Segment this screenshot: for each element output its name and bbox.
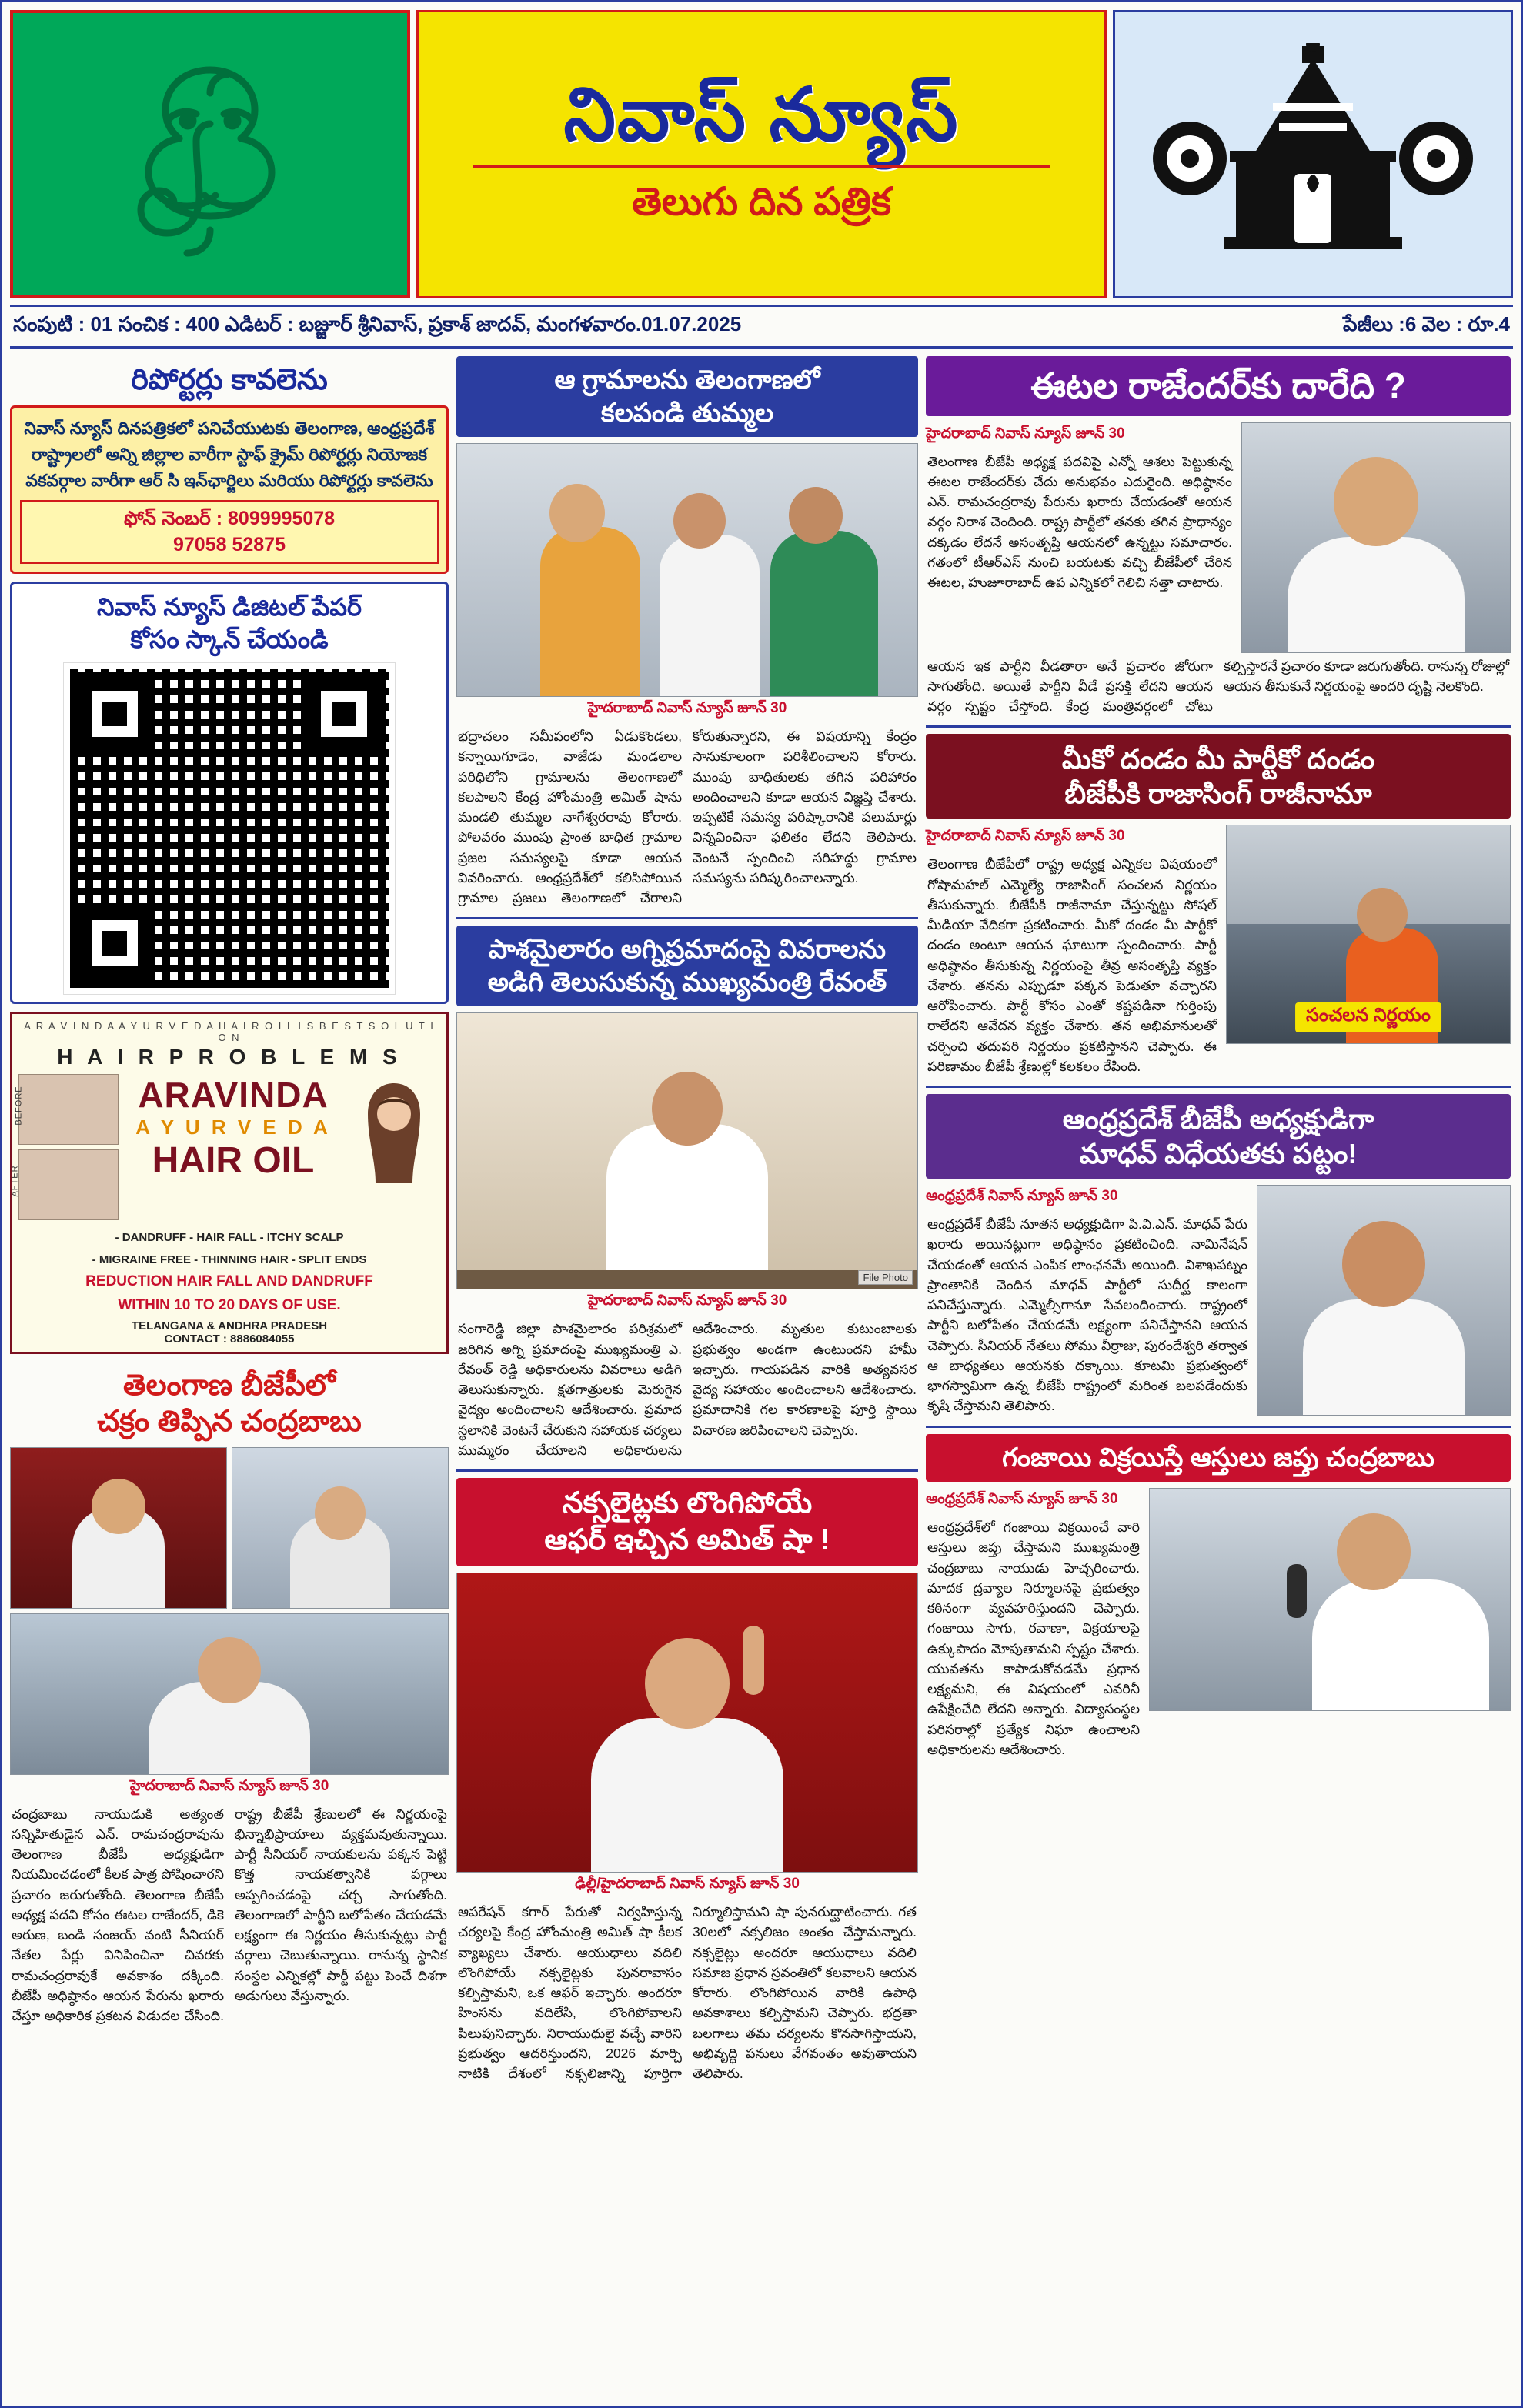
- recruit-ad-card: [10, 405, 449, 575]
- masthead-temple-panel: [1113, 10, 1513, 298]
- photo-chandrababu-speaking: [1149, 1488, 1511, 1711]
- photo-amit-shah-meeting: [456, 443, 918, 697]
- mid-divider-1: [456, 917, 918, 919]
- rajasingh-body: తెలంగాణ బీజేపీలో రాష్ట్ర అధ్యక్ష ఎన్నికల విషయంలో గోషామహల్ ఎమ్మెల్యే రాజాసింగ్ సంచలన నిర్ణయం తీసుకున్నారు. బీజేపీకి రాజీనామా చేస్తున్నట్టు సోషల్ మీడియా వేదికగా ప్రకటించారు. మీకో దండం మీ పార్టీకో దండం అంటూ ఆయన ఘాటుగా స్పందించారు. పార్టీ అధిష్ఠానం తీసుకున్న నిర్ణయంపై తీవ్ర అసంతృప్తి వ్యక్తం చేశారు. తనను ఎప్పుడూ పక్కన పెడుతూ వచ్చారని ఆరోపించారు. పార్టీ కోసం ఎంతో కష్టపడినా గుర్తింపు రాలేదని ఆవేదన వ్యక్తం చేశారు. తన అభిమానులతో చర్చించి తదుపరి నిర్ణయం ప్రకటిస్తానని చెప్పారు. ఈ పరిణామం బీజేపీ శ్రేణుల్లో కలకలం రేపింది.: [927, 856, 1217, 1074]
- photo-etela-rajender: [1241, 422, 1511, 653]
- madhav-headline: [926, 1094, 1511, 1179]
- ad-region: TELANGANA & ANDHRA PRADESH: [131, 1319, 328, 1332]
- photo-ramachandra-rao: [10, 1447, 227, 1609]
- digital-paper-qr-card: [10, 582, 449, 1004]
- issue-info-bar: [10, 305, 1513, 349]
- qr-card-title: [20, 592, 439, 655]
- photo-etela-rajender-left: [10, 1613, 449, 1775]
- ad-benefits-1: - DANDRUFF - HAIR FALL - ITCHY SCALP: [115, 1231, 344, 1245]
- madhav-headline-2: మాధవ్ విధేయతకు పట్టం!: [1079, 1138, 1358, 1169]
- ad-offer-2: WITHIN 10 TO 20 DAYS OF USE.: [118, 1297, 341, 1314]
- right-divider-3: [926, 1426, 1511, 1428]
- photo-amit-shah-speech: [456, 1573, 918, 1873]
- madhav-headline-1: ఆంధ్రప్రదేశ్ బీజేపీ అధ్యక్షుడిగా: [1062, 1103, 1374, 1135]
- issue-info-right: పేజీలు :6 వెల : రూ.4: [1343, 312, 1510, 335]
- ad-before-label: BEFORE: [14, 1086, 24, 1126]
- ganesha-icon: [95, 39, 326, 270]
- recruit-ad-body: నివాస్ న్యూస్ దినపత్రికలో పనిచేయుటకు తెలంగాణ, ఆంధ్రప్రదేశ్ రాష్ట్రాలలో అన్ని జిల్లాల వారీగా స్టాఫ్ క్రైమ్ రిపోర్టర్లు నియోజక వకవర్గాల వారీగా ఆర్ సి ఇన్‌ఛార్జిలు మరియు రిపోర్టర్లు కావలెను: [24, 418, 435, 490]
- qr-eye-top-right: [307, 677, 381, 751]
- ad-after-label: AFTER: [10, 1165, 20, 1197]
- rajasingh-byline: హైదరాబాద్ నివాస్ న్యూస్ జూన్ 30: [926, 828, 1125, 845]
- amitshah-body: ఆపరేషన్ కగార్ పేరుతో నిర్వహిస్తున్న చర్యలపై కేంద్ర హోంమంత్రి అమిత్ షా కీలక వ్యాఖ్యలు చేశారు. ఆయుధాలు వదిలి లొంగిపోయే నక్సలైట్లకు పునరావాసం కల్పిస్తామని, ఒక ఆఫర్ ఇచ్చారు. అందరూ హింసను వదిలేసి, లొంగిపోవాలని పిలుపునిచ్చారు. నిరాయుధులై వచ్చే వారిని ప్రభుత్వం ఆదరిస్తుందని, 2026 మార్చి నాటికి దేశంలో నక్సలిజాన్ని పూర్తిగా నిర్మూలిస్తామని షా పునరుద్ఘాటించారు. గత 30లలో నక్సలిజం అంతం చేస్తామన్నారు. నక్సలైట్లు అందరూ ఆయుధాలు వదిలి సమాజ ప్రధాన స్రవంతిలో కలవాలని ఆయన కోరారు. లొంగిపోయిన వారికి ఉపాధి అవకాశాలు కల్పిస్తామని చెప్పారు. భద్రతా బలగాలు తమ చర్యలను కొనసాగిస్తాయని, అభివృద్ధి పనులు వేగవంతం అవుతాయని తెలిపారు.: [458, 1904, 917, 2081]
- rajasingh-badge: సంచలన నిర్ణయం: [1295, 1002, 1441, 1032]
- page-columns: [10, 356, 1513, 2086]
- rajasingh-headline-1: మీకో దండం మీ పార్టీకో దండం: [1061, 743, 1375, 775]
- ad-after-photo: [10, 1149, 119, 1220]
- chandrababu-headline-2: చక్రం తిప్పిన చంద్రబాబు: [97, 1406, 362, 1439]
- fire-headline: [456, 926, 918, 1006]
- amitshah-headline-2: ఆఫర్ ఇచ్చిన అమిత్ షా !: [544, 1523, 830, 1556]
- photo-pvn-madhav: [1257, 1185, 1511, 1416]
- etela-byline: హైదరాబాద్ నివాస్ న్యూస్ జూన్ 30: [926, 425, 1125, 442]
- newspaper-subtitle: తెలుగు దిన పత్రిక: [631, 180, 892, 224]
- tirumala-temple-icon: [1144, 43, 1482, 266]
- ad-before-after: [10, 1074, 119, 1225]
- right-divider-1: [926, 725, 1511, 728]
- photo-file-label: File Photo: [858, 1270, 913, 1285]
- ad-tagline: A R A V I N D A A Y U R V E D A H A I R O I L I S B E S T S O L U T I O N: [24, 1020, 435, 1044]
- ad-headline: H A I R P R O B L E M S: [57, 1045, 402, 1069]
- chandrababu-byline: హైదరాబాద్ నివాస్ న్యూస్ జూన్ 30: [129, 1777, 329, 1794]
- villages-headline-2: కలపండి తుమ్మల: [600, 398, 774, 428]
- qr-eye-top-left: [78, 677, 152, 751]
- ad-brand-sub: A Y U R V E D A: [135, 1116, 331, 1139]
- hair-oil-advertisement: [10, 1012, 449, 1353]
- column-left: [10, 356, 449, 2029]
- masthead-divider: [473, 165, 1050, 168]
- madhav-body: ఆంధ్రప్రదేశ్ బీజేపీ నూతన అధ్యక్షుడిగా పి.వి.ఎన్. మాధవ్ పేరు ఖరారు అయినట్లుగా అధిష్ఠానం ప్రకటించింది. నామినేషన్ చేయడంతో ఆయన ఎంపిక లాంఛనమే అయింది. విశాఖపట్నం ప్రాంతానికి చెందిన మాధవ్ పార్టీలో సుదీర్ఘ కాలంగా పనిచేస్తున్నారు. ఎమ్మెల్సీగానూ సేవలందించారు. రాష్ట్రంలో పార్టీని బలోపేతం చేయడమే లక్ష్యంగా పనిచేస్తానని ఆయన చెప్పారు. సీనియర్ నేతలు సోము వీర్రాజు, పురందేశ్వరి తర్వాత ఆ బాధ్యతలు ఆయనకు దక్కాయి. కూటమి ప్రభుత్వంలో భాగస్వామిగా ఉన్న బీజేపీ రాష్ట్రంలో మరింత బలపడేందుకు కృషి చేస్తామని తెలిపారు.: [927, 1216, 1247, 1414]
- qr-eye-bottom-left: [78, 906, 152, 980]
- etela-body-2: ఆయన ఇక పార్టీని వీడతారా అనే ప్రచారం జోరుగా సాగుతోంది. అయితే పార్టీని వీడే ప్రసక్తి లేదని ఆయన వర్గం స్పష్టం చేస్తోంది. కేంద్ర మంత్రివర్గంలో చోటు కల్పిస్తారనే ప్రచారం కూడా జరుగుతోంది. రానున్న రోజుల్లో ఆయన తీసుకునే నిర్ణయంపై అందరి దృష్టి నెలకొంది.: [927, 658, 1509, 714]
- villages-byline: హైదరాబాద్ నివాస్ న్యూస్ జూన్ 30: [587, 700, 787, 716]
- photo-chandrababu-naidu: [232, 1447, 449, 1609]
- etela-headline: ఈటల రాజేందర్‌కు దారేది ?: [926, 356, 1511, 416]
- recruit-ad-phones: [20, 500, 439, 565]
- ganja-byline: ఆంధ్రప్రదేశ్ నివాస్ న్యూస్ జూన్ 30: [926, 1491, 1118, 1507]
- rajasingh-headline: [926, 734, 1511, 819]
- madhav-byline: ఆంధ్రప్రదేశ్ నివాస్ న్యూస్ జూన్ 30: [926, 1188, 1118, 1204]
- qr-code[interactable]: [64, 663, 395, 994]
- ganja-headline: గంజాయి విక్రయిస్తే ఆస్తులు జప్తు చంద్రబాబు: [926, 1434, 1511, 1482]
- ad-woman-illustration: [348, 1074, 440, 1193]
- photo-cm-revanth-reddy: [456, 1012, 918, 1289]
- masthead-logo-panel: [10, 10, 410, 298]
- phone-number-2[interactable]: 97058 52875: [173, 533, 286, 555]
- qr-title-line1: నివాస్ న్యూస్ డిజిటల్ పేపర్: [96, 593, 362, 622]
- chandrababu-body: చంద్రబాబు నాయుడుకి అత్యంత సన్నిహితుడైన ఎన్. రామచంద్రరావును తెలంగాణ బీజేపీ అధ్యక్షుడిగా నియమించడంలో కీలక పాత్ర పోషించారని ప్రచారం జరుగుతోంది. తెలంగాణ బీజేపీ అధ్యక్ష పదవి కోసం ఈటల రాజేందర్, డికె అరుణ, బండి సంజయ్ వంటి సీనియర్ నేతల పేర్లు వినిపించినా చివరకు రామచంద్రరావుకే అవకాశం దక్కింది. బీజేపీ అధిష్ఠానం ఆయన పేరును ఖరారు చేస్తూ అధికారిక ప్రకటన విడుదల చేసింది. రాష్ట్ర బీజేపీ శ్రేణులలో ఈ నిర్ణయంపై భిన్నాభిప్రాయాలు వ్యక్తమవుతున్నాయి. పార్టీ సీనియర్ నాయకులను పక్కన పెట్టి కొత్త నాయకత్వానికి పగ్గాలు అప్పగించడంపై చర్చ సాగుతోంది. తెలంగాణలో పార్టీని బలోపేతం చేయడమే లక్ష్యంగా ఈ నిర్ణయం తీసుకున్నట్లు పార్టీ వర్గాలు చెబుతున్నాయి. రానున్న స్థానిక సంస్థల ఎన్నికల్లో పార్టీ పట్టు పెంచే దిశగా అడుగులు వేస్తున్నారు.: [12, 1806, 447, 2024]
- qr-title-line2: కోసం స్కాన్ చేయండి: [130, 625, 329, 653]
- amitshah-headline: [456, 1478, 918, 1566]
- column-right: [926, 356, 1511, 1763]
- newspaper-title: నివాస్ న్యూస్: [563, 73, 960, 156]
- ad-before-photo: [14, 1074, 119, 1145]
- chandrababu-headline-1: తెలంగాణ బీజేపీలో: [123, 1369, 336, 1402]
- right-divider-2: [926, 1086, 1511, 1088]
- recruit-ad-title: రిపోర్టర్లు కావలెను: [131, 364, 328, 396]
- phone-number-1[interactable]: 8099995078: [228, 507, 336, 529]
- fire-headline-2: అడిగి తెలుసుకున్న ముఖ్యమంత్రి రేవంత్: [487, 967, 887, 997]
- villages-headline: [456, 356, 918, 437]
- fire-body: సంగారెడ్డి జిల్లా పాశమైలారం పరిశ్రమలో జరిగిన అగ్ని ప్రమాదంపై ముఖ్యమంత్రి ఎ. రేవంత్ రెడ్డి అధికారులను వివరాలు అడిగి తెలుసుకున్నారు. క్షతగాత్రులకు మెరుగైన వైద్యం అందించాలని ఆదేశించారు. ప్రమాద స్థలానికి వెంటనే చేరుకుని సహాయక చర్యలు ముమ్మరం చేయాలని అధికారులను ఆదేశించారు. మృతుల కుటుంబాలకు ప్రభుత్వం అండగా ఉంటుందని హామీ ఇచ్చారు. గాయపడిన వారికి అత్యవసర వైద్య సహాయం అందించాలని ఆదేశించారు. ప్రమాదానికి గల కారణాలపై పూర్తి స్థాయి విచారణ జరిపించాలని చెప్పారు.: [458, 1321, 917, 1458]
- fire-byline: హైదరాబాద్ నివాస్ న్యూస్ జూన్ 30: [587, 1292, 787, 1309]
- fire-headline-1: పాశమైలారం అగ్నిప్రమాదంపై వివరాలను: [488, 935, 887, 965]
- column-middle: [456, 356, 918, 2086]
- masthead: [10, 10, 1513, 298]
- masthead-center: [416, 10, 1107, 298]
- amitshah-headline-1: నక్సలైట్లకు లొంగిపోయే: [562, 1487, 813, 1519]
- issue-info-left: సంపుటి : 01 సంచిక : 400 ఎడిటర్ : బజ్జూర్ శ్రీనివాస్, ప్రకాశ్ జాదవ్, మంగళవారం.01.07.2025: [13, 312, 742, 335]
- chandrababu-headline: [10, 1362, 449, 1447]
- photo-raja-singh: [1226, 825, 1511, 1044]
- ad-contact[interactable]: CONTACT : 8886084055: [164, 1332, 295, 1346]
- villages-headline-1: ఆ గ్రామాలను తెలంగాణలో: [554, 365, 820, 395]
- amitshah-byline: ఢిల్లీ/హైదరాబాద్ నివాస్ న్యూస్ జూన్ 30: [575, 1876, 800, 1892]
- ad-brand-name: ARAVINDA: [138, 1075, 329, 1116]
- ganja-body: ఆంధ్రప్రదేశ్‌లో గంజాయి విక్రయించే వారి ఆస్తులు జప్తు చేస్తామని ముఖ్యమంత్రి చంద్రబాబు నాయుడు హెచ్చరించారు. మాదక ద్రవ్యాల నిర్మూలనపై ప్రభుత్వం కఠినంగా వ్యవహరిస్తుందని చెప్పారు. గంజాయి సాగు, రవాణా, విక్రయాలపై ఉక్కుపాదం మోపుతామని స్పష్టం చేశారు. యువతను కాపాడుకోవడమే ప్రధాన లక్ష్యమని, ఈ విషయంలో ఎవరినీ ఉపేక్షించేది లేదని అన్నారు. విద్యాసంస్థల పరిసరాల్లో ప్రత్యేక నిఘా ఉంచాలని అధికారులను ఆదేశించారు.: [927, 1519, 1140, 1757]
- ad-product-name: HAIR OIL: [152, 1140, 315, 1182]
- etela-body-1: తెలంగాణ బీజేపీ అధ్యక్ష పదవిపై ఎన్నో ఆశలు పెట్టుకున్న ఈటల రాజేందర్‌కు చేదు అనుభవం ఎదురైంది. అధిష్ఠానం ఎన్. రామచంద్రరావు పేరును ఖరారు చేయడంతో ఆయన వర్గం నిరాశ చెందింది. రాష్ట్ర పార్టీలో తనకు తగిన ప్రాధాన్యం దక్కడం లేదనే అసంతృప్తి ఆయనలో ఉన్నట్టు సమాచారం. గతంలో టీఆర్ఎస్ నుంచి బయటకు వచ్చి బీజేపీలో చేరిన ఈటల, హుజూరాబాద్ ఉప ఎన్నికలో గెలిచి సత్తా చాటారు.: [927, 453, 1232, 590]
- chandrababu-photo-row: [10, 1447, 449, 1609]
- ad-offer-1: REDUCTION HAIR FALL AND DANDRUFF: [85, 1273, 373, 1290]
- villages-body: భద్రాచలం సమీపంలోని ఏడుకొండలు, కన్నాయిగూడెం, వాజేడు మండలాల పరిధిలోని గ్రామాలను తెలంగాణలో కలపాలని కేంద్ర హోంమంత్రి అమిత్ షాను మండలి తుమ్మల నాగేశ్వరరావు కోరారు. పోలవరం ముంపు ప్రాంత బాధిత గ్రామాల ప్రజల సమస్యలపై కూడా ఆయన వివరించారు. ఆంధ్రప్రదేశ్‌లో కలిసిపోయిన గ్రామాల ప్రజలు తెలంగాణలో చేరాలని కోరుతున్నారని, ఈ విషయాన్ని కేంద్రం సానుకూలంగా పరిశీలించాలని కోరారు. ముంపు బాధితులకు తగిన పరిహారం అందించాలని కూడా ఆయన విజ్ఞప్తి చేశారు. ఇప్పటికే సమస్య పరిష్కారానికి పలుమార్లు విన్నవించినా ఫలితం లేదని తెలిపారు. వెంటనే స్పందించి సరిహద్దు గ్రామాల సమస్యను పరిష్కరించాలన్నారు.: [458, 729, 917, 906]
- ad-benefits-2: - MIGRAINE FREE - THINNING HAIR - SPLIT ENDS: [92, 1252, 367, 1266]
- rajasingh-headline-2: బీజేపీకి రాజాసింగ్ రాజీనామా: [1064, 778, 1372, 810]
- mid-divider-2: [456, 1469, 918, 1472]
- phone-label: ఫోన్ నెంబర్ :: [123, 507, 223, 529]
